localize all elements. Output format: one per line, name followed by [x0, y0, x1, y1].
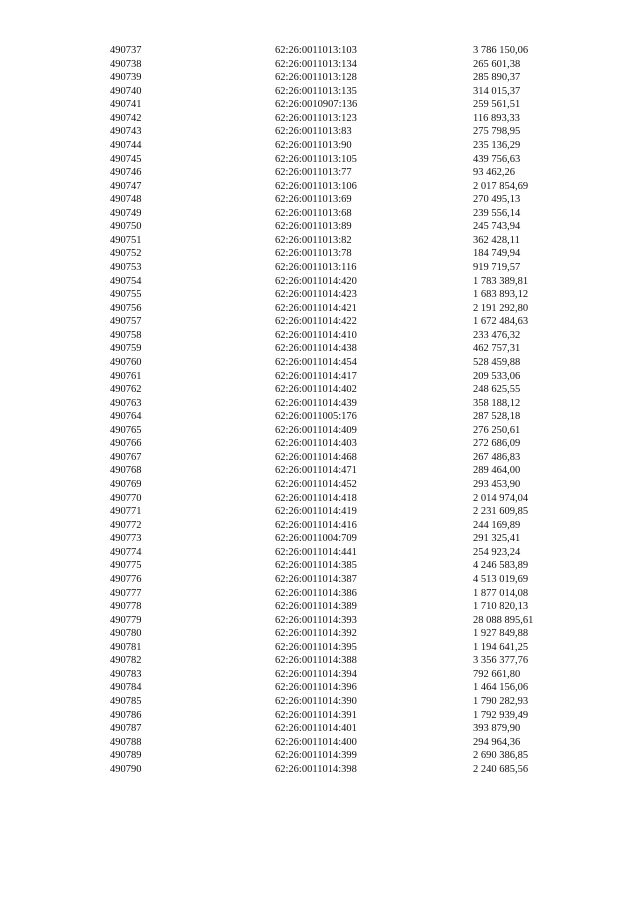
record-number: 490776: [110, 573, 142, 585]
cadastral-number: 62:26:0011013:82: [275, 234, 352, 246]
cadastral-number: 62:26:0011004:709: [275, 533, 357, 545]
record-number: 490765: [110, 424, 142, 436]
cadastral-number: 62:26:0011014:394: [275, 668, 357, 680]
cadastral-value: 1 783 389,81: [473, 275, 529, 287]
record-number: 490762: [110, 384, 142, 396]
record-number: 490753: [110, 262, 142, 273]
cadastral-number: 62:26:0011013:135: [275, 85, 357, 97]
record-number: 490750: [110, 221, 142, 233]
record-number: 490773: [110, 533, 142, 545]
cadastral-number: 62:26:0011014:388: [275, 655, 357, 667]
cadastral-value: 93 462,26: [473, 167, 515, 179]
cadastral-value: 314 015,37: [473, 85, 521, 97]
record-number: 490785: [110, 696, 142, 707]
cadastral-value: 439 756,63: [473, 153, 521, 165]
cadastral-value: 287 528,18: [473, 411, 521, 423]
cadastral-value: 294 964,36: [473, 736, 521, 748]
record-number: 490763: [110, 397, 142, 409]
cadastral-number: 62:26:0011014:392: [275, 628, 357, 640]
record-number: 490744: [110, 139, 142, 151]
record-number: 490742: [110, 112, 142, 124]
cadastral-number: 62:26:0011013:68: [275, 207, 352, 219]
cadastral-number: 62:26:0011013:69: [275, 194, 352, 206]
cadastral-value: 209 533,06: [473, 370, 521, 382]
record-number: 490749: [110, 207, 142, 219]
cadastral-value: 462 757,31: [473, 343, 521, 355]
cadastral-value: 291 325,41: [473, 533, 521, 545]
cadastral-number: 62:26:0011014:422: [275, 316, 357, 328]
record-number: 490780: [110, 628, 142, 640]
cadastral-value: 265 601,38: [473, 58, 521, 70]
cadastral-value: 1 877 014,08: [473, 587, 529, 599]
record-number: 490768: [110, 465, 142, 477]
cadastral-value: 3 356 377,76: [473, 655, 529, 667]
cadastral-value: 259 561,51: [473, 99, 521, 111]
record-number: 490781: [110, 641, 142, 653]
cadastral-number: 62:26:0011013:78: [275, 248, 352, 260]
cadastral-number: 62:26:0011013:83: [275, 126, 352, 138]
record-number: 490755: [110, 289, 142, 301]
cadastral-value: 4 513 019,69: [473, 573, 529, 585]
cadastral-value: 275 798,95: [473, 126, 521, 138]
cadastral-number: 62:26:0011014:417: [275, 370, 357, 382]
cadastral-value: 244 169,89: [473, 519, 521, 531]
record-number: 490737: [110, 45, 142, 56]
cadastral-value: 2 017 854,69: [473, 180, 529, 192]
cadastral-number: 62:26:0011014:390: [275, 696, 357, 707]
record-number: 490782: [110, 655, 142, 667]
cadastral-number: 62:26:0011014:389: [275, 601, 357, 613]
record-number: 490740: [110, 85, 142, 97]
cadastral-number: 62:26:0011014:387: [275, 573, 357, 585]
cadastral-number: 62:26:0011014:454: [275, 356, 357, 368]
record-number: 490764: [110, 411, 142, 423]
record-number: 490769: [110, 479, 142, 490]
record-number: 490754: [110, 275, 142, 287]
cadastral-number: 62:26:0011014:420: [275, 275, 357, 287]
cadastral-value: 245 743,94: [473, 221, 521, 233]
cadastral-value: 2 690 386,85: [473, 750, 529, 762]
cadastral-value: 393 879,90: [473, 723, 521, 735]
record-number: 490756: [110, 302, 142, 314]
cadastral-value: 2 240 685,56: [473, 763, 529, 775]
cadastral-value: 1 464 156,06: [473, 682, 529, 694]
record-number: 490741: [110, 99, 142, 111]
cadastral-number: 62:26:0011013:77: [275, 167, 352, 179]
cadastral-number: 62:26:0011014:403: [275, 438, 357, 450]
cadastral-value: 1 672 484,63: [473, 316, 529, 328]
record-number: 490772: [110, 519, 142, 531]
record-number: 490758: [110, 329, 142, 341]
cadastral-number: 62:26:0011014:418: [275, 492, 357, 504]
cadastral-value: 4 246 583,89: [473, 560, 529, 572]
cadastral-value: 276 250,61: [473, 424, 521, 436]
cadastral-value: 184 749,94: [473, 248, 521, 260]
cadastral-number: 62:26:0011014:409: [275, 424, 357, 436]
cadastral-number: 62:26:0011014:385: [275, 560, 357, 572]
cadastral-number: 62:26:0011014:396: [275, 682, 357, 694]
record-number: 490760: [110, 356, 142, 368]
cadastral-number: 62:26:0011013:105: [275, 153, 357, 165]
cadastral-number: 62:26:0011014:416: [275, 519, 357, 531]
cadastral-number: 62:26:0011014:441: [275, 546, 357, 558]
cadastral-value: 919 719,57: [473, 262, 521, 273]
cadastral-value: 270 495,13: [473, 194, 521, 206]
record-number: 490789: [110, 750, 142, 762]
cadastral-number: 62:26:0011013:106: [275, 180, 357, 192]
record-number: 490788: [110, 736, 142, 748]
record-number: 490759: [110, 343, 142, 355]
cadastral-value: 1 792 939,49: [473, 709, 529, 721]
record-number: 490779: [110, 614, 142, 626]
cadastral-value: 1 790 282,93: [473, 696, 529, 707]
cadastral-number: 62:26:0011005:176: [275, 411, 357, 423]
record-number: 490751: [110, 234, 142, 246]
cadastral-number: 62:26:0011014:421: [275, 302, 357, 314]
cadastral-value: 233 476,32: [473, 329, 521, 341]
cadastral-value: 116 893,33: [473, 112, 520, 124]
cadastral-number: 62:26:0011013:89: [275, 221, 352, 233]
cadastral-number: 62:26:0010907:136: [275, 99, 358, 111]
record-number: 490743: [110, 126, 142, 138]
cadastral-value: 254 923,24: [473, 546, 521, 558]
record-number: 490767: [110, 451, 142, 463]
cadastral-value: 362 428,11: [473, 234, 520, 246]
cadastral-number: 62:26:0011014:438: [275, 343, 357, 355]
record-number: 490761: [110, 370, 142, 382]
cadastral-value: 358 188,12: [473, 397, 521, 409]
cadastral-number: 62:26:0011014:419: [275, 506, 357, 518]
cadastral-value: 293 453,90: [473, 479, 521, 490]
record-number: 490784: [110, 682, 142, 694]
record-number: 490777: [110, 587, 142, 599]
cadastral-value: 2 191 292,80: [473, 302, 529, 314]
record-number: 490778: [110, 601, 142, 613]
cadastral-value: 2 231 609,85: [473, 506, 529, 518]
record-number: 490790: [110, 763, 142, 775]
cadastral-number: 62:26:0011014:439: [275, 397, 357, 409]
record-number: 490748: [110, 194, 142, 206]
cadastral-number: 62:26:0011014:393: [275, 614, 357, 626]
cadastral-number: 62:26:0011014:423: [275, 289, 357, 301]
cadastral-value: 239 556,14: [473, 207, 521, 219]
record-number: 490746: [110, 167, 142, 179]
cadastral-number: 62:26:0011013:103: [275, 45, 357, 56]
cadastral-number: 62:26:0011014:400: [275, 736, 357, 748]
cadastral-number: 62:26:0011014:386: [275, 587, 357, 599]
cadastral-number: 62:26:0011014:395: [275, 641, 357, 653]
cadastral-value: 3 786 150,06: [473, 45, 529, 56]
cadastral-value: 285 890,37: [473, 72, 521, 84]
cadastral-number: 62:26:0011014:391: [275, 709, 357, 721]
cadastral-value: 1 683 893,12: [473, 289, 529, 301]
cadastral-value: 792 661,80: [473, 668, 521, 680]
record-number: 490786: [110, 709, 142, 721]
cadastral-number: 62:26:0011014:471: [275, 465, 357, 477]
cadastral-number: 62:26:0011014:452: [275, 479, 357, 490]
record-number: 490747: [110, 180, 142, 192]
cadastral-value: 28 088 895,61: [473, 614, 534, 626]
cadastral-number: 62:26:0011013:128: [275, 72, 357, 84]
cadastral-number: 62:26:0011014:399: [275, 750, 357, 762]
cadastral-value: 1 710 820,13: [473, 601, 529, 613]
cadastral-number: 62:26:0011014:402: [275, 384, 357, 396]
record-number: 490766: [110, 438, 142, 450]
cadastral-number: 62:26:0011013:134: [275, 58, 357, 70]
record-number: 490775: [110, 560, 142, 572]
record-number: 490752: [110, 248, 142, 260]
cadastral-value: 2 014 974,04: [473, 492, 529, 504]
cadastral-number: 62:26:0011013:90: [275, 139, 352, 151]
cadastral-value: 1 194 641,25: [473, 641, 529, 653]
record-number: 490738: [110, 58, 142, 70]
record-number: 490739: [110, 72, 142, 84]
cadastral-number: 62:26:0011013:123: [275, 112, 357, 124]
record-number: 490783: [110, 668, 142, 680]
cadastral-value: 267 486,83: [473, 451, 521, 463]
record-number: 490757: [110, 316, 142, 328]
cadastral-number: 62:26:0011014:410: [275, 329, 357, 341]
record-number: 490745: [110, 153, 142, 165]
cadastral-number: 62:26:0011013:116: [275, 262, 357, 273]
record-number: 490787: [110, 723, 142, 735]
cadastral-value: 528 459,88: [473, 356, 521, 368]
record-number: 490770: [110, 492, 142, 504]
record-number: 490774: [110, 546, 142, 558]
cadastral-value: 272 686,09: [473, 438, 521, 450]
cadastral-value: 289 464,00: [473, 465, 521, 477]
cadastral-value: 235 136,29: [473, 139, 521, 151]
cadastral-value: 1 927 849,88: [473, 628, 529, 640]
cadastral-number: 62:26:0011014:401: [275, 723, 357, 735]
record-number: 490771: [110, 506, 142, 518]
cadastral-number: 62:26:0011014:468: [275, 451, 357, 463]
cadastral-number: 62:26:0011014:398: [275, 763, 357, 775]
cadastral-value: 248 625,55: [473, 384, 521, 396]
